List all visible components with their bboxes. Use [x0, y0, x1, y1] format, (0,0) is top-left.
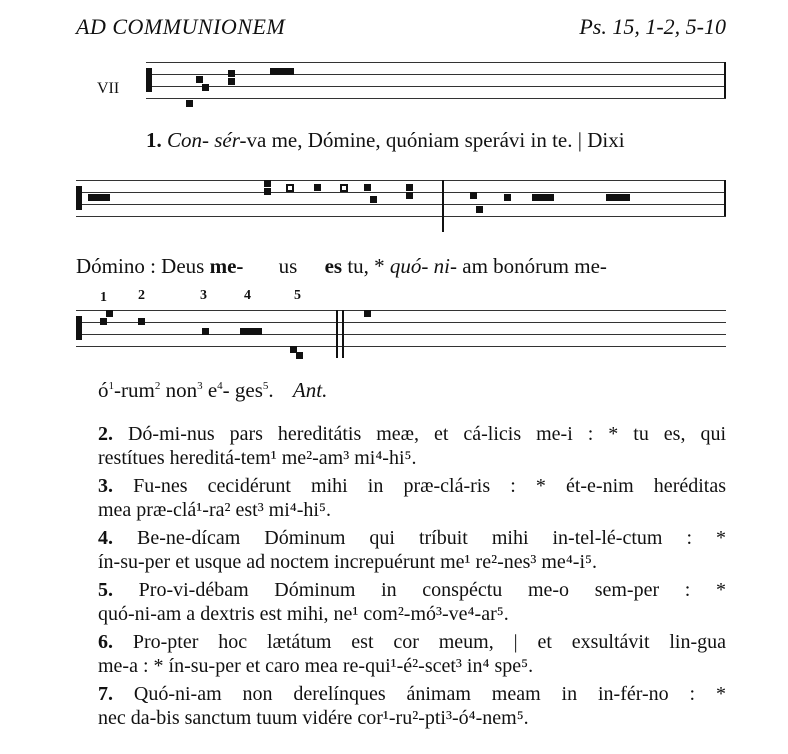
lyric-text: me-	[209, 254, 244, 278]
neume	[100, 318, 107, 325]
verse-2: 2. Dó-mi-nus pars hereditátis meæ, et cá-licis me-i : * tu es, qui restítues hereditá-tem¹ me²-am³ mi⁴-hi⁵.	[98, 423, 726, 469]
neume	[406, 184, 413, 191]
section-title: AD COMMUNIONEM	[76, 14, 286, 39]
bar-line	[342, 310, 344, 358]
verse-7: 7. Quó-ni-am non derelínques ánimam meam in in-fér-no : * nec da-bis sanctum tuum vidére cor¹-ru²-pti³-ó⁴-nem⁵.	[98, 683, 726, 729]
neume	[606, 194, 630, 201]
neume	[314, 184, 321, 191]
neume	[106, 310, 113, 317]
lyric-line-2	[76, 254, 607, 279]
syllable-number: 5	[294, 288, 301, 303]
neume	[532, 194, 554, 201]
neume	[264, 180, 271, 187]
verse-6: 6. Pro-pter hoc lætátum est cor meum, | et exsultávit lin-gua me-a : * ín-su-per et caro mea re-qui¹-é²-scet³ in⁴ spe⁵.	[98, 631, 727, 677]
staff-3	[76, 310, 726, 350]
syllable-number: 2	[138, 288, 145, 303]
neume	[88, 194, 110, 201]
bar-line	[442, 180, 444, 232]
neume	[202, 328, 209, 335]
do-clef-icon	[76, 316, 82, 340]
neume	[364, 184, 371, 191]
neume	[186, 100, 193, 107]
neume	[296, 352, 303, 359]
neume	[240, 328, 262, 335]
psalm-reference: Ps. 15, 1-2, 5-10	[579, 14, 726, 39]
lyric-text: us	[278, 254, 298, 278]
neume	[476, 206, 483, 213]
staff-1	[146, 62, 726, 102]
bar-line	[336, 310, 338, 358]
neume	[264, 188, 271, 195]
lyric-intonation: Con- sér-	[167, 128, 247, 152]
bar-line	[724, 180, 726, 216]
neume	[406, 192, 413, 199]
mode-label: VII	[97, 80, 120, 97]
neume	[228, 70, 235, 77]
neume	[196, 76, 203, 83]
neume	[340, 184, 348, 192]
staff-2	[76, 180, 726, 220]
neume	[470, 192, 477, 199]
lyric-text: es	[324, 254, 343, 278]
neume	[286, 184, 294, 192]
lyric-line-3: $ó^1-rum^2$ non$^3$ $e^4-$ ges$^5$. Ant.	[98, 378, 328, 402]
lyric-text: quó- ni-	[389, 254, 457, 278]
do-clef-icon	[146, 68, 152, 92]
antiphon-marker: Ant.	[292, 378, 328, 402]
verse-5: 5. Pro-vi-débam Dóminum in conspéctu me-o sem-per : * quó-ni-am a dextris est mihi, ne¹ com²-mó³-ve⁴-ar⁵.	[98, 579, 726, 625]
syllable-number: 3	[200, 288, 207, 303]
neume	[370, 196, 377, 203]
verse-number: 1.	[146, 128, 162, 152]
verse-4: 4. Be-ne-dícam Dóminum qui tríbuit mihi in-tel-lé-ctum : * ín-su-per et usque ad noctem increpuérunt me¹ re²-nes³ me⁴-i⁵.	[98, 527, 727, 573]
syllable-number: 4	[244, 288, 251, 303]
neume	[202, 84, 209, 91]
do-clef-icon	[76, 186, 82, 210]
lyric-text: am bonórum me-	[462, 254, 607, 278]
lyric-line-1	[146, 128, 625, 153]
neume	[504, 194, 511, 201]
syllable-number: 1	[100, 290, 107, 305]
neume	[364, 310, 371, 317]
lyric-text: Dómino : Deus	[76, 254, 210, 278]
bar-line	[724, 62, 726, 98]
lyric-text: va me, Dómine, quóniam sperávi in te. | Dixi	[246, 128, 625, 152]
neume	[270, 68, 294, 75]
lyric-text: tu, *	[342, 254, 390, 278]
neume	[228, 78, 235, 85]
verse-3: 3. Fu-nes cecidérunt mihi in præ-clá-ris : * ét-e-nim heréditas mea præ-clá¹-ra² est³ mi⁴-hi⁵.	[98, 475, 726, 521]
neume	[138, 318, 145, 325]
